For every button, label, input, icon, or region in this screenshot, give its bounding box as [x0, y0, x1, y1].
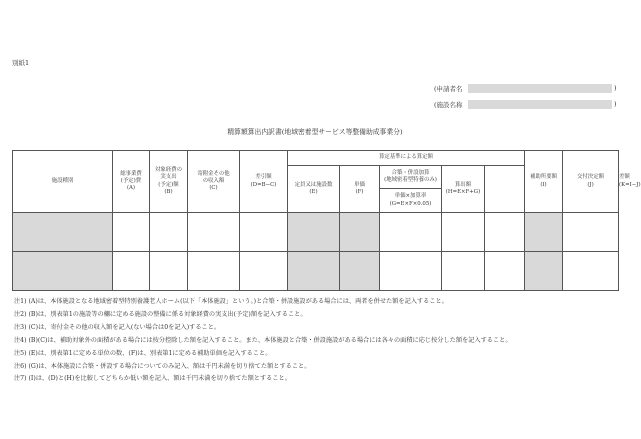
cell-a[interactable]: [113, 213, 150, 252]
note-item: 注3) (C)は、寄付金その他の収入額を記入(ない場合は0を記入)すること。: [14, 323, 221, 331]
calculation-table: 施設種別 総事業費 (予定)費 (A) 対象経費の 実支出 (予定)額 (B) 寄附金その他 の収入額 (C) 差引額 (D=B−C) 算定基準による算定額 補助所要額 (I) 交付決定額 (J) 差額 (K=I−J) 定員又は施設数 (E) 単価 (F) 合築・併設加算 (地域密着型特養のみ) 算出額 (H=E×F+G) 単価×加算率 (G=E×F×0.05): [12, 150, 619, 291]
cell-i[interactable]: [485, 213, 525, 252]
cell-k[interactable]: [563, 252, 619, 291]
cell-b[interactable]: [150, 213, 188, 252]
cell-f[interactable]: [340, 252, 380, 291]
notes-list: [14, 296, 512, 386]
cell-h[interactable]: [442, 213, 485, 252]
facility-field: [434, 100, 618, 110]
cell-c[interactable]: [188, 252, 240, 291]
header-grant-decision: 交付決定額 (J): [563, 151, 619, 213]
header-combined-addition: 合築・併設加算 (地域密着型特養のみ): [380, 166, 442, 189]
table-row: [13, 252, 619, 291]
header-capacity: 定員又は施設数 (E): [288, 166, 340, 213]
cell-facility-type[interactable]: [13, 252, 113, 291]
cell-facility-type[interactable]: [13, 213, 113, 252]
applicant-close: ): [614, 84, 617, 92]
header-unit-price: 単価 (F): [340, 166, 380, 213]
header-required-subsidy: 補助所要額 (I): [525, 151, 563, 213]
cell-i[interactable]: [485, 252, 525, 291]
cell-f[interactable]: [340, 213, 380, 252]
cell-g[interactable]: [380, 252, 442, 291]
cell-e[interactable]: [288, 252, 340, 291]
facility-name-box[interactable]: [468, 100, 612, 109]
cell-g[interactable]: [380, 213, 442, 252]
header-donations: 寄附金その他 の収入額 (C): [188, 151, 240, 213]
header-total-cost: 総事業費 (予定)費 (A): [113, 151, 150, 213]
applicant-label: (申請者名: [434, 85, 463, 93]
applicant-field: [434, 84, 618, 94]
cell-e[interactable]: [288, 213, 340, 252]
note-item: 注2) (B)は、別表第1の施設等の欄に定める施設の整備に係る対象経費の実支出(予定)額を記入すること。: [14, 310, 307, 318]
note-item: 注6) (G)は、本体施設に合築・併設する場合についてのみ記入、額は千円未満を切り捨てた額とすること。: [14, 362, 311, 370]
header-addition-rate: 単価×加算率 (G=E×F×0.05): [380, 189, 442, 213]
note-item: 注5) (E)は、別表第1に定める単位の数、(F)は、別表第1に定める補助単価を記入すること。: [14, 349, 272, 357]
facility-label: (施設名称: [434, 101, 463, 109]
header-difference-d: 差引額 (D=B−C): [240, 151, 288, 213]
header-calculated-amount: 算出額 (H=E×F+G): [442, 166, 485, 213]
cell-d[interactable]: [240, 252, 288, 291]
table-row: [13, 213, 619, 252]
note-item: 注4) (B)(C)は、補助対象外の面積がある場合には按分控除した額を記入すること。また、本体施設と合築・併設施設がある場合には各々の面積に応じ按分した額を記入すること。: [14, 336, 512, 344]
cell-j[interactable]: [525, 213, 563, 252]
applicant-name-box[interactable]: [468, 84, 612, 93]
cell-b[interactable]: [150, 252, 188, 291]
header-standard-calculation: 算定基準による算定額: [288, 151, 525, 166]
note-item: 注7) (I)は、(D)と(H)を比較してどちらか低い額を記入、額は千円未満を切り捨てた額とすること。: [14, 375, 291, 383]
header-actual-expense: 対象経費の 実支出 (予定)額 (B): [150, 151, 188, 213]
cell-a[interactable]: [113, 252, 150, 291]
header-facility-type: 施設種別: [13, 151, 113, 213]
cell-h[interactable]: [442, 252, 485, 291]
cell-d[interactable]: [240, 213, 288, 252]
document-title: 精算額算出内訳書(地域密着型サービス等整備助成事業分): [227, 128, 403, 136]
attachment-label: 別紙1: [12, 59, 30, 67]
note-item: 注1) (A)は、本体施設となる地域密着型特別養護老人ホーム(以下「本体施設」という。)と合築・併設施設がある場合には、両者を併せた額を記入すること。: [14, 298, 448, 305]
facility-close: ): [614, 100, 617, 108]
cell-k[interactable]: [563, 213, 619, 252]
cell-c[interactable]: [188, 213, 240, 252]
cell-j[interactable]: [525, 252, 563, 291]
